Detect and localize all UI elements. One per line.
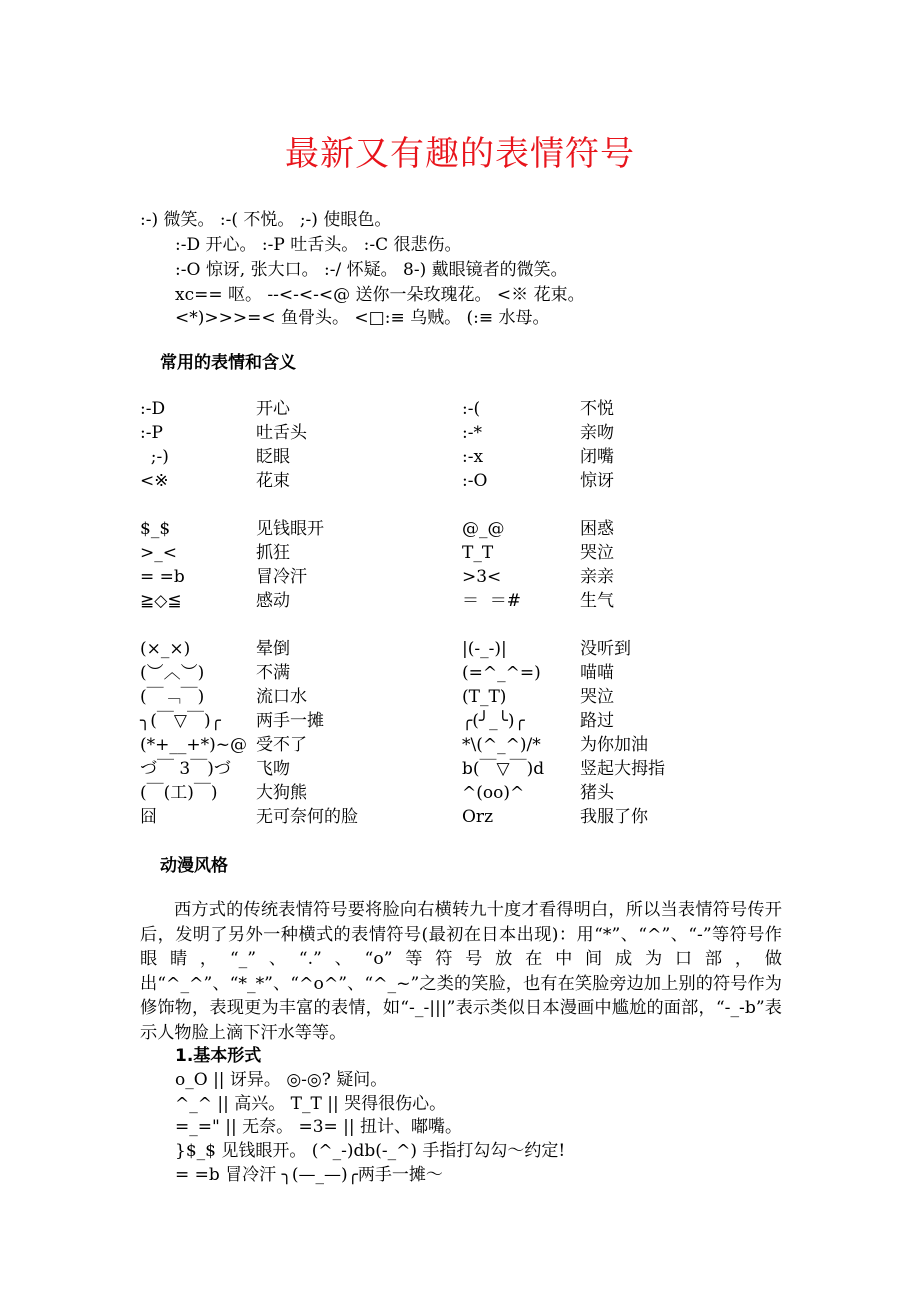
table-cell-emoticon-left: <※: [140, 471, 169, 491]
table-cell-emoticon-right: ╭(╯_╰)╭: [462, 711, 525, 731]
table-cell-meaning-left: 不满: [256, 663, 290, 683]
table-cell-meaning-right: 哭泣: [580, 543, 614, 563]
table-cell-emoticon-left: :-D: [140, 399, 166, 419]
table-cell-meaning-right: 我服了你: [580, 807, 648, 827]
table-cell-meaning-left: 开心: [256, 399, 290, 419]
table-cell-meaning-left: 见钱眼开: [256, 519, 324, 539]
table-cell-emoticon-left: (*+__+*)~@: [140, 735, 247, 755]
table-cell-emoticon-left: ;-): [140, 447, 169, 467]
table-cell-meaning-left: 受不了: [256, 735, 307, 755]
page-title: 最新又有趣的表情符号: [285, 134, 635, 174]
subsection-heading-basic: 1.基本形式: [175, 1046, 262, 1066]
anime-paragraph: 西方式的传统表情符号要将脸向右横转九十度才看得明白，所以当表情符号传开后，发明了另外一种横式的表情符号(最初在日本出现)：用“*”、“^”、“-”等符号作眼睛，“_”、“.”、“o”等符号放在中间成为口部，做出“^_^”、“*_*”、“^o^”、“^_~”之类的笑脸，也有在笑脸旁边加上别的符号作为修饰物，表现更为丰富的表情，如“-_-|||”表示类似日本漫画中尴尬的面部，“-_-b”表示人物脸上滴下汗水等等。: [140, 900, 782, 1043]
table-cell-meaning-left: 感动: [256, 591, 290, 611]
table-cell-meaning-left: 吐舌头: [256, 423, 307, 443]
table-cell-emoticon-left: (︶︿︶): [140, 663, 205, 683]
table-cell-meaning-left: 眨眼: [256, 447, 290, 467]
table-cell-emoticon-right: (=^_^=): [462, 663, 541, 683]
table-cell-emoticon-right: >3<: [462, 567, 502, 587]
table-cell-meaning-left: 无可奈何的脸: [256, 807, 358, 827]
basic-line: ^_^ || 高兴。 T_T || 哭得很伤心。: [175, 1094, 447, 1114]
table-cell-meaning-left: 抓狂: [256, 543, 290, 563]
table-cell-meaning-left: 花束: [256, 471, 290, 491]
table-cell-emoticon-left: (×_×): [140, 639, 191, 659]
table-cell-emoticon-right: ＝ ＝#: [462, 591, 522, 611]
table-cell-emoticon-right: :-*: [462, 423, 482, 443]
intro-line: xc== 呕。 --<-<-<@ 送你一朵玫瑰花。 <※ 花束。: [175, 285, 585, 305]
table-cell-meaning-left: 晕倒: [256, 639, 290, 659]
table-cell-emoticon-right: |(-_-)|: [462, 639, 507, 659]
table-cell-emoticon-right: (T_T): [462, 687, 507, 707]
table-cell-meaning-right: 为你加油: [580, 735, 648, 755]
table-cell-meaning-left: 飞吻: [256, 759, 290, 779]
table-cell-emoticon-left: = =b: [140, 567, 185, 587]
table-cell-meaning-right: 竖起大拇指: [580, 759, 665, 779]
table-cell-emoticon-right: :-(: [462, 399, 481, 419]
section-heading-common: 常用的表情和含义: [160, 353, 296, 373]
table-cell-emoticon-right: :-x: [462, 447, 484, 467]
table-cell-emoticon-left: 囧: [140, 807, 157, 827]
table-cell-emoticon-right: *\(^_^)/*: [462, 735, 541, 755]
table-cell-emoticon-right: :-O: [462, 471, 488, 491]
table-cell-meaning-right: 亲亲: [580, 567, 614, 587]
basic-line: }$_$ 见钱眼开。 (^_-)db(-_^) 手指打勾勾～约定!: [175, 1141, 566, 1161]
table-cell-meaning-left: 两手一摊: [256, 711, 324, 731]
intro-line: <*)>>>=< 鱼骨头。 <□:≡ 乌贼。 (:≡ 水母。: [175, 308, 550, 328]
table-cell-meaning-right: 猪头: [580, 783, 614, 803]
table-cell-emoticon-left: (￣﹁￣): [140, 687, 205, 707]
table-cell-meaning-left: 冒冷汗: [256, 567, 307, 587]
table-cell-emoticon-left: :-P: [140, 423, 163, 443]
table-cell-emoticon-left: >_<: [140, 543, 177, 563]
table-cell-emoticon-left: (￣(工)￣): [140, 783, 218, 803]
basic-line: = =b 冒冷汗 ╮(—_—)╭两手一摊～: [175, 1165, 443, 1185]
table-cell-meaning-right: 不悦: [580, 399, 614, 419]
section-heading-anime: 动漫风格: [160, 856, 228, 876]
table-cell-emoticon-left: づ￣ 3￣)づ: [140, 759, 231, 779]
intro-line: :-D 开心。 :-P 吐舌头。 :-C 很悲伤。: [175, 235, 462, 255]
basic-line: o_O || 讶异。 ◎-◎? 疑问。: [175, 1070, 388, 1090]
table-cell-emoticon-right: Orz: [462, 807, 494, 827]
table-cell-meaning-right: 路过: [580, 711, 614, 731]
table-cell-meaning-right: 亲吻: [580, 423, 614, 443]
table-cell-meaning-left: 大狗熊: [256, 783, 307, 803]
table-cell-meaning-right: 惊讶: [580, 471, 614, 491]
table-cell-emoticon-left: $_$: [140, 519, 171, 539]
table-cell-emoticon-right: T_T: [462, 543, 494, 563]
table-cell-meaning-right: 困惑: [580, 519, 614, 539]
intro-line: :-) 微笑。 :-( 不悦。 ;-) 使眼色。: [140, 210, 392, 230]
basic-line: =_=" || 无奈。 =3= || 扭计、嘟嘴。: [175, 1117, 463, 1137]
table-cell-emoticon-right: @_@: [462, 519, 505, 539]
intro-line: :-O 惊讶, 张大口。 :-/ 怀疑。 8-) 戴眼镜者的微笑。: [175, 260, 568, 280]
table-cell-meaning-left: 流口水: [256, 687, 307, 707]
table-cell-emoticon-right: b(￣▽￣)d: [462, 759, 545, 779]
table-cell-emoticon-left: ╮(￣▽￣)╭: [140, 711, 221, 731]
table-cell-meaning-right: 喵喵: [580, 663, 614, 683]
table-cell-meaning-right: 闭嘴: [580, 447, 614, 467]
table-cell-meaning-right: 生气: [580, 591, 614, 611]
table-cell-meaning-right: 哭泣: [580, 687, 614, 707]
table-cell-emoticon-right: ^(oo)^: [462, 783, 525, 803]
table-cell-emoticon-left: ≧◇≦: [140, 591, 182, 611]
table-cell-meaning-right: 没听到: [580, 639, 631, 659]
